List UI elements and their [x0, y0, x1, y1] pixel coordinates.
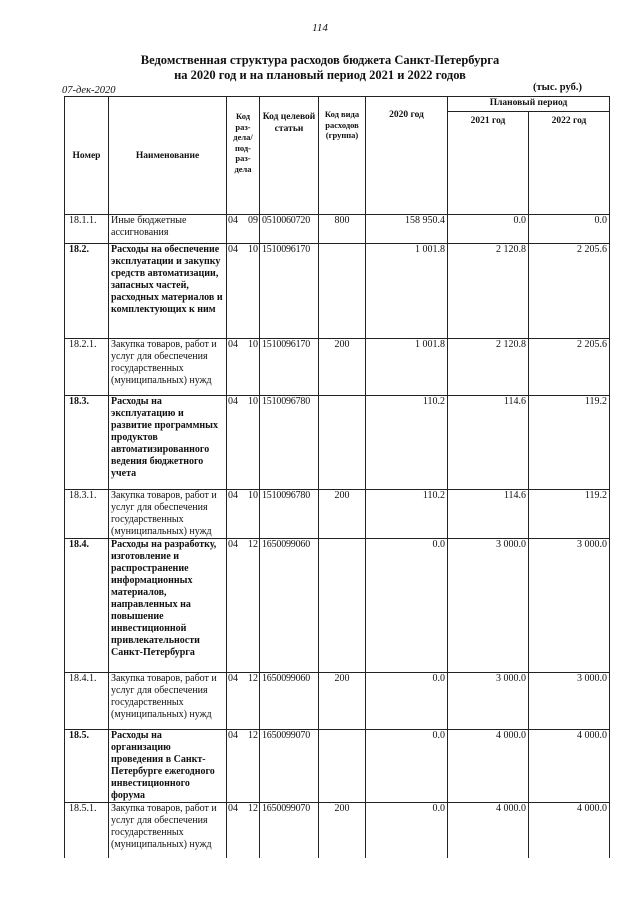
row-value-2022: 4 000.0	[529, 803, 610, 858]
header-planned-period: Плановый период	[448, 97, 610, 112]
row-target-code: 1650099070	[260, 730, 319, 803]
row-section: 04	[228, 730, 238, 741]
row-value-2021: 0.0	[448, 215, 529, 244]
row-section: 04	[228, 215, 238, 226]
row-section: 04	[228, 539, 238, 550]
header-name: Наименование	[109, 97, 227, 215]
row-number: 18.4.	[65, 539, 109, 673]
row-value-2020: 0.0	[366, 803, 448, 858]
budget-table-body	[65, 215, 610, 858]
table-row	[65, 339, 610, 396]
row-value-2020: 1 001.8	[366, 244, 448, 339]
row-name: Закупка товаров, работ и услуг для обеспечения государственных (муниципальных) нужд	[109, 803, 227, 858]
row-name: Закупка товаров, работ и услуг для обеспечения государственных (муниципальных) нужд	[109, 673, 227, 730]
row-section-code	[227, 215, 260, 244]
row-subsection: 10	[248, 339, 258, 350]
row-value-2022: 4 000.0	[529, 730, 610, 803]
row-name: Расходы на обеспечение эксплуатации и закупку средств автоматизации, запасных частей, расходных материалов и комплектующих к ним	[109, 244, 227, 339]
title-line-2: на 2020 год и на плановый период 2021 и 2022 годов	[174, 68, 466, 82]
units-label: (тыс. руб.)	[533, 82, 582, 93]
row-value-2022: 119.2	[529, 490, 610, 539]
row-value-2021: 2 120.8	[448, 339, 529, 396]
row-value-2022: 3 000.0	[529, 539, 610, 673]
row-number: 18.1.1.	[65, 215, 109, 244]
row-value-2020: 0.0	[366, 539, 448, 673]
row-name: Закупка товаров, работ и услуг для обеспечения государственных (муниципальных) нужд	[109, 339, 227, 396]
row-subsection: 12	[248, 730, 258, 741]
header-year-2020: 2020 год	[366, 97, 448, 215]
row-name: Иные бюджетные ассигнования	[109, 215, 227, 244]
report-date: 07-дек-2020	[62, 85, 116, 96]
row-value-2022: 2 205.6	[529, 244, 610, 339]
row-target-code: 1650099060	[260, 673, 319, 730]
table-row	[65, 539, 610, 673]
row-value-2021: 2 120.8	[448, 244, 529, 339]
header-year-2021: 2021 год	[448, 112, 529, 215]
row-value-2020: 110.2	[366, 490, 448, 539]
row-name: Расходы на эксплуатацию и развитие программных продуктов автоматизированного ведения бюджетного учета	[109, 396, 227, 490]
table-row	[65, 396, 610, 490]
row-expense-type	[319, 396, 366, 490]
budget-table	[64, 96, 610, 858]
row-number: 18.2.1.	[65, 339, 109, 396]
row-value-2021: 114.6	[448, 490, 529, 539]
row-value-2021: 3 000.0	[448, 539, 529, 673]
row-value-2022: 119.2	[529, 396, 610, 490]
row-number: 18.3.	[65, 396, 109, 490]
row-target-code: 1510096780	[260, 396, 319, 490]
row-number: 18.5.	[65, 730, 109, 803]
row-value-2020: 110.2	[366, 396, 448, 490]
table-row	[65, 244, 610, 339]
row-name: Закупка товаров, работ и услуг для обеспечения государственных (муниципальных) нужд	[109, 490, 227, 539]
row-value-2022: 2 205.6	[529, 339, 610, 396]
row-section: 04	[228, 803, 238, 814]
row-expense-type: 200	[319, 490, 366, 539]
row-subsection: 12	[248, 673, 258, 684]
row-target-code: 1510096170	[260, 339, 319, 396]
row-section: 04	[228, 673, 238, 684]
header-number: Номер	[65, 97, 109, 215]
row-number: 18.3.1.	[65, 490, 109, 539]
row-subsection: 10	[248, 396, 258, 407]
row-target-code: 1510096170	[260, 244, 319, 339]
page-number: 114	[312, 22, 328, 34]
row-subsection: 09	[248, 215, 258, 226]
row-value-2021: 114.6	[448, 396, 529, 490]
row-value-2021: 4 000.0	[448, 730, 529, 803]
row-number: 18.5.1.	[65, 803, 109, 858]
header-year-2022: 2022 год	[529, 112, 610, 215]
table-row	[65, 730, 610, 803]
row-section: 04	[228, 339, 238, 350]
header-section-code: Код раз- дела/ под- раз- дела	[227, 97, 260, 215]
row-value-2020: 0.0	[366, 673, 448, 730]
row-value-2020: 158 950.4	[366, 215, 448, 244]
row-target-code: 1510096780	[260, 490, 319, 539]
row-target-code: 1650099060	[260, 539, 319, 673]
row-subsection: 10	[248, 244, 258, 255]
row-value-2021: 3 000.0	[448, 673, 529, 730]
row-section: 04	[228, 490, 238, 501]
document-title	[0, 53, 640, 83]
row-value-2021: 4 000.0	[448, 803, 529, 858]
row-expense-type: 200	[319, 673, 366, 730]
row-section-code	[227, 244, 260, 339]
row-target-code: 0510060720	[260, 215, 319, 244]
row-name: Расходы на разработку, изготовление и распространение информационных материалов, направленных на повышение инвестиционной привлекательности Санкт-Петербурга	[109, 539, 227, 673]
row-section-code	[227, 396, 260, 490]
row-value-2022: 3 000.0	[529, 673, 610, 730]
header-expense-type-code: Код вида расходов (группа)	[319, 97, 366, 215]
row-number: 18.4.1.	[65, 673, 109, 730]
row-expense-type: 200	[319, 803, 366, 858]
table-row	[65, 215, 610, 244]
row-expense-type	[319, 244, 366, 339]
row-expense-type	[319, 539, 366, 673]
row-expense-type: 800	[319, 215, 366, 244]
header-target-code: Код целевой статьи	[260, 97, 319, 215]
table-row	[65, 490, 610, 539]
header-row-1	[65, 97, 610, 112]
row-name: Расходы на организацию проведения в Санкт-Петербурге ежегодного инвестиционного форума	[109, 730, 227, 803]
row-section-code	[227, 730, 260, 803]
row-subsection: 12	[248, 803, 258, 814]
row-value-2020: 0.0	[366, 730, 448, 803]
row-subsection: 12	[248, 539, 258, 550]
row-section-code	[227, 339, 260, 396]
row-target-code: 1650099070	[260, 803, 319, 858]
row-expense-type: 200	[319, 339, 366, 396]
row-section: 04	[228, 244, 238, 255]
row-value-2020: 1 001.8	[366, 339, 448, 396]
row-section-code	[227, 490, 260, 539]
row-expense-type	[319, 730, 366, 803]
title-line-1: Ведомственная структура расходов бюджета Санкт-Петербурга	[140, 53, 500, 67]
row-value-2022: 0.0	[529, 215, 610, 244]
row-section-code	[227, 539, 260, 673]
row-number: 18.2.	[65, 244, 109, 339]
table-row	[65, 673, 610, 730]
table-row	[65, 803, 610, 858]
row-section: 04	[228, 396, 238, 407]
row-section-code	[227, 803, 260, 858]
row-section-code	[227, 673, 260, 730]
row-subsection: 10	[248, 490, 258, 501]
